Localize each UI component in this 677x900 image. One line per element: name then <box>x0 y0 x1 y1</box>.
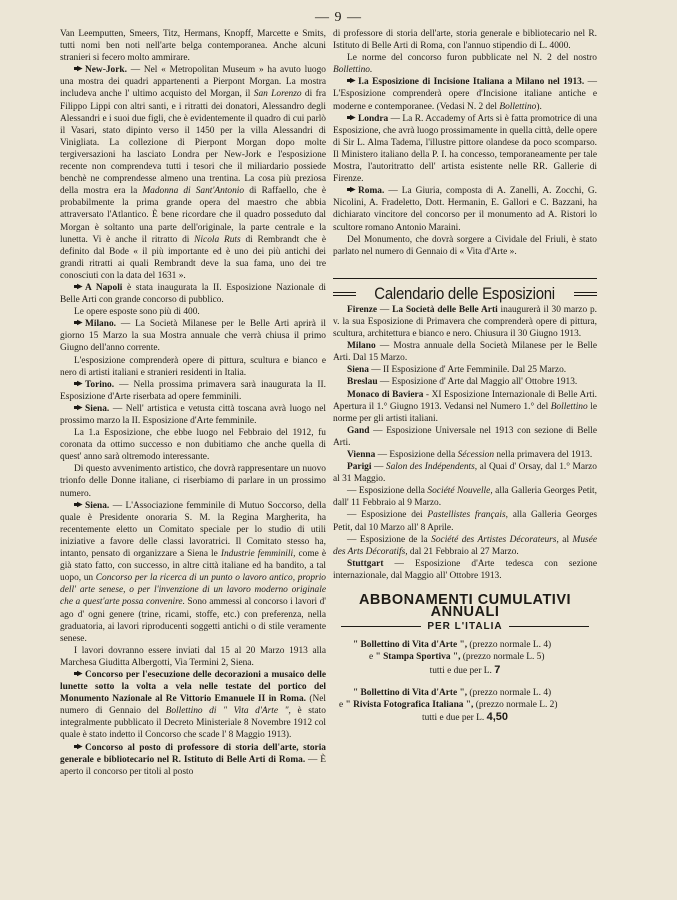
calendar-text: al Quai d' Orsay, dal 1.° Marzo al 31 Maggio. <box>333 462 597 485</box>
paragraph-text: di Raffaello, che è probabilmente la prima grande opera del maestro che abbia attraversato l'Atlantico. È bene ricordare che il quadro posseduto dal Morgan è soltanto una parte dell'originale, la parte centrale e la lunetta. Vi è anche il ritratto di <box>60 186 326 245</box>
calendar-text: dal 21 Febbraio al 27 Marzo. <box>407 546 519 557</box>
paragraph <box>60 645 326 669</box>
calendar-italic: Sécession <box>457 450 495 460</box>
paragraph <box>60 669 326 742</box>
offer1-total: 7 <box>494 663 501 676</box>
calendar-text: — Esposizione della <box>347 486 428 497</box>
subscriptions-title: ABBONAMENTI CUMULATIVI ANNUALI <box>358 592 572 621</box>
italic-text: Madonna di Sant'Antonio <box>142 186 245 197</box>
calendar-entry <box>333 449 597 461</box>
paragraph-text: Van Leemputten, Smeers, Titz, Hermans, Knopff, Marcette e Smits, tutti nomi ben noti nell'arte belga contemporanea. Anche alcuni stranieri si fecero molto ammirare. <box>60 29 326 64</box>
hand-pointing-icon <box>74 65 83 72</box>
calendar-italic: Bollettino <box>550 401 588 412</box>
paragraph-text: ). <box>536 101 542 112</box>
section-heading: Concorso al posto di professore di storia dell'arte, storia generale e bibliotecario nel R. Istituto di Belle Arti di Roma. <box>60 742 326 765</box>
calendar-text: — Esposizione de la <box>347 534 432 545</box>
offer1-and: e <box>369 652 374 663</box>
offer2-item2: " Rivista Fotografica Italiana ", <box>345 699 474 710</box>
paragraph-text: — Nella prossima primavera sarà inaugurata la II. Esposizione d'Arte riserbata ad opere femminili. <box>60 379 326 402</box>
paragraph-text: — La Giuria, composta di A. Zanelli, A. Zocchi, G. Nicolini, A. Fradeletto, Dott. Hermanin, E. Gallori e C. Bazzani, ha dichiarato vincitore del concorso per il monumento ad A. Ristori lo scultore romano Antonio Maraini. <box>333 186 597 233</box>
subscription-offer-2 <box>333 687 597 724</box>
paragraph-text: — La R. Accademy of Arts si è fatta promotrice di una Esposizione, che avrà luogo prossimamente in quella città, delle opere di Sir L. Alma Tadema, l'illustre pittore olandese da poco scomparso. Il Ministero italiano della P. I. ha concesso, temporaneamente per tale Mostra, l'autoritratto dell' artista esistente nelle RR. Gallerie di Firenze. <box>333 113 597 185</box>
calendar-city: Monaco di Baviera <box>347 389 424 400</box>
paragraph <box>333 52 597 76</box>
offer1-item2: " Stampa Sportiva ", <box>375 652 461 663</box>
paragraph <box>60 355 326 379</box>
paragraph-text: Del Monumento, che dovrà sorgere a Cividale del Friuli, è stato parlato nel numero di Gennaio di « Vita d'Arte ». <box>333 234 597 257</box>
calendar-entry <box>333 558 597 582</box>
calendar-city: Parigi <box>347 462 372 473</box>
page-number: — 9 — <box>315 10 362 25</box>
paragraph <box>333 113 597 186</box>
calendar-text: — <box>377 304 393 315</box>
calendar-entry <box>333 364 597 376</box>
section-heading: Siena. <box>85 500 110 511</box>
italic-text: Nicola Ruts <box>194 234 241 245</box>
paragraph <box>60 379 326 403</box>
paragraph-text: (Nel numero di Gennaio del <box>60 694 326 717</box>
hand-pointing-icon <box>74 743 83 750</box>
section-heading: Milano. <box>85 319 116 330</box>
offer1-price2: (prezzo normale L. 5) <box>462 652 545 663</box>
calendar-italic: Salon des Indépendents, <box>385 462 478 473</box>
paragraph-text: La 1.a Esposizione, che ebbe luogo nel Febbraio del 1912, fu coronata da ottimo successo e non dubitiamo che anche quella di quest' anno sarà oltremodo interessante. <box>60 428 326 463</box>
hand-pointing-icon <box>74 283 83 290</box>
calendar-city: Siena <box>347 365 369 376</box>
calendar-list <box>333 304 597 582</box>
paragraph-text: — L'Associazione femminile di Mutuo Soccorso, della quale è Presidente onoraria S. M. la Regina Margherita, ha recentemente eletto un Comitato speciale per lo studio di utili iniziative a favore delle classi lavoratrici. Il Comitato stesso ha, intanto, pensato di organizzare a Siena le <box>60 500 326 560</box>
calendar-text: — II Esposizione d' Arte Femminile. Dal 25 Marzo. <box>368 365 567 376</box>
paragraph <box>333 234 597 258</box>
hand-pointing-icon <box>347 114 356 121</box>
paragraph-text: di fra Filippo Lippi con altri santi, e i ritratti dei donatori, Alessandro degli Alessandri e i suoi due figli, che è evidentemente il quadro di cui parlò il Vasari, stato dipinto verso il 1450 per la villa Alessandri di Vinigliata. La collezione di Pierpont Morgan dopo molte tergiversazioni ha lasciato Londra per New-Jork e l'esposizione recente non comprendeva tutti i tesori che il miliardario possiede benchè ne comprendesse almeno una trentina. La cosa più preziosa della mostra era la <box>60 89 326 197</box>
calendar-text: — Esposizione d' Arte dal Maggio all' Ottobre 1913. <box>377 377 578 388</box>
calendar-text: — Esposizione della <box>375 450 458 460</box>
calendar-text: al <box>558 534 573 545</box>
paragraph-text: Le opere esposte sono più di 400. <box>74 307 200 318</box>
offer1-item1: " Bollettino di Vita d'Arte ", <box>353 640 468 651</box>
paragraph-text: — La Società Milanese per le Belle Arti aprirà il giorno 15 Marzo la sua Mostra annuale che verrà chiusa il primo Giugno dell'anno corrente. <box>60 319 326 354</box>
calendar-entry <box>333 389 597 425</box>
calendar-text: — Esposizione d'Arte tedesca con sezione internazionale, dal Maggio all' Ottobre 1913. <box>333 558 597 581</box>
calendar-text: inaugurerà il 30 marzo p. v. la sua Esposizione di Primavera che comprenderà opere di pittura, scultura, architettura e bianco e nero. Chiusura il 30 Giugno 1913. <box>333 304 598 340</box>
paragraph <box>60 427 326 463</box>
italic-text: Industrie femminili, <box>220 549 296 560</box>
heading-dash-left <box>333 292 356 296</box>
calendar-entry <box>333 340 597 364</box>
news-continued <box>333 28 597 258</box>
calendar-city: Breslau <box>347 377 378 388</box>
paragraph-text: come è già stato fatto, con successo, in altre città italiane ed ha bandito, a tal uopo, un <box>60 549 326 584</box>
calendar-city: Stuttgart <box>347 558 384 569</box>
offer2-item1: " Bollettino di Vita d'Arte ", <box>353 687 468 698</box>
section-heading: Roma. <box>358 186 385 197</box>
calendar-italic: Société Nouvelle, <box>427 486 493 497</box>
offer2-total: 4,50 <box>486 710 508 723</box>
calendar-entry <box>333 304 597 340</box>
section-heading: I.a Esposizione di Incisione Italiana a Milano nel 1913. <box>358 77 585 88</box>
left-column <box>60 28 326 778</box>
calendar-entry <box>333 425 597 449</box>
offer2-total-label: tutti e due per L. <box>422 712 485 723</box>
subscriptions-subtitle <box>333 621 597 633</box>
italic-text: Bollettino di " Vita d'Arte ", <box>165 706 291 717</box>
paragraph-text: Sono ammessi al concorso i lavori d' ago d' ogni genere (trine, ricami, stoffe, etc.) con preferenza, nella graduatoria, ai lavori riproducenti soggetti antichi o di stile veramente senese. <box>60 597 326 644</box>
paragraph-text: è stato integralmente pubblicato il Decreto Ministeriale 8 Novembre 1912 col quale è stato indetto il Concorso che scade l' 8 Maggio 1913). <box>60 706 326 741</box>
hand-pointing-icon <box>74 404 83 411</box>
paragraph <box>60 64 326 282</box>
section-heading: Concorso per l'esecuzione delle decorazioni a musaico delle lunette sotto la volta a vela nelle testate del portico del Monumento Nazionale al Re Vittorio Emanuele II in Roma. <box>60 669 326 705</box>
paragraph-text: di Rembrandt che è definito dal Bode « il più importante ed è uno dei più antichi dei grandi ritratti ai quali Rembrandt deve la sua fama, uno dei tre conosciuti con la data del 1631 ». <box>60 234 326 281</box>
calendar-text: — <box>371 462 386 473</box>
calendar-entry <box>333 376 597 388</box>
paragraph <box>60 28 326 64</box>
paragraph-text: I lavori dovranno essere inviati dal 15 al 20 Marzo 1913 alla Marchesa Giuditta Albergotti, Via Termini 2, Siena. <box>60 645 326 668</box>
offer2-price2: (prezzo normale L. 2) <box>475 699 558 710</box>
calendar-italic: Musée des Arts Décoratifs, <box>333 534 597 557</box>
paragraph-text: — È aperto il concorso per titoli al posto <box>60 754 326 777</box>
paragraph <box>60 282 326 306</box>
calendar-text: nella primavera del 1913. <box>494 450 593 460</box>
offer2-and: e <box>339 699 344 710</box>
calendar-text: - XI Esposizione Internazionale di Belle Arti. Apertura il 1.° Giugno 1913. Vedansi nel Numero 1.° del <box>333 389 598 412</box>
paragraph <box>333 28 597 52</box>
calendar-city: Firenze <box>347 304 378 315</box>
calendar-text: alla Galleria Georges Petit, dall' 11 Febbraio al 9 Marzo. <box>333 486 598 509</box>
calendar-text: le norme per gli artisti italiani. <box>333 401 597 424</box>
italic-text: Bollettino <box>499 101 537 112</box>
paragraph-text: — Nel « Metropolitan Museum » ha avuto luogo una mostra dei quadri appartenenti a Pierpont Morgan. La mostra includeva anche l' ultimo acquisto del Morgan, il <box>60 65 326 100</box>
hand-pointing-icon <box>347 186 356 193</box>
hand-pointing-icon <box>74 670 83 677</box>
section-heading: Torino. <box>85 379 115 390</box>
calendar-entry <box>333 509 597 533</box>
paragraph <box>333 76 597 112</box>
calendar-city: Gand <box>347 425 370 436</box>
calendar-text: — Esposizione Universale nel 1913 con sezione di Belle Arti. <box>333 425 597 448</box>
hand-pointing-icon <box>347 77 356 84</box>
section-heading: New-Jork. <box>85 65 127 76</box>
section-heading: Londra <box>358 113 389 124</box>
section-heading: Siena. <box>85 403 110 414</box>
calendar-entry <box>333 485 597 509</box>
italic-text: Concorso per la ricerca di un punto o lavoro antico, proprio dell' arte senese, o per l'invenzione di un lavoro moderno originale che a quest'arte possa convenire. <box>60 573 326 608</box>
paragraph <box>60 318 326 354</box>
italic-text: San Lorenzo <box>253 89 302 100</box>
paragraph <box>333 185 597 233</box>
hand-pointing-icon <box>74 380 83 387</box>
section-heading: A Napoli <box>85 282 123 293</box>
offer1-price1: (prezzo normale L. 4) <box>469 640 552 651</box>
subscription-offer-1 <box>333 639 597 676</box>
paragraph <box>60 306 326 318</box>
calendar-city: Milano <box>347 341 376 352</box>
paragraph <box>60 742 326 778</box>
heading-rule <box>333 278 597 279</box>
paragraph-text: Le norme del concorso furon pubblicate nel N. 2 del nostro <box>347 53 597 64</box>
paragraph <box>60 500 326 645</box>
offer2-price1: (prezzo normale L. 4) <box>469 687 552 698</box>
italic-text: Bollettino. <box>333 65 373 76</box>
calendar-entry <box>333 461 597 485</box>
subtitle-text: PER L'ITALIA <box>427 621 503 633</box>
paragraph-text: — Nell' artistica e vetusta città toscana avrà luogo nel prossimo marzo la II. Esposizione d'Arte femminile. <box>60 403 326 426</box>
heading-dash-right <box>574 292 597 296</box>
paragraph <box>60 403 326 427</box>
calendar-text: alla Galleria Georges Petit, dal 10 Marzo all' 8 Aprile. <box>333 510 598 533</box>
calendar-italic: Pastellistes français, <box>427 510 508 521</box>
calendar-city: Vienna <box>347 450 376 460</box>
right-column <box>333 28 597 724</box>
hand-pointing-icon <box>74 319 83 326</box>
paragraph-text: di professore di storia dell'arte, storia generale e bibliotecario nel R. Istituto di Belle Arti di Roma, con l'annuo stipendio di L. 4000. <box>333 29 597 52</box>
offer1-total-label: tutti e due per L. <box>429 665 492 676</box>
paragraph-text: è stata inaugurata la II. Esposizione Nazionale di Belle Arti con grande concorso di pubblico. <box>60 282 326 306</box>
calendar-text: — Mostra annuale della Società Milanese per le Belle Arti. Dal 15 Marzo. <box>333 341 597 364</box>
calendar-italic: Société des Artistes Décorateurs, <box>431 534 559 545</box>
calendar-text: — Esposizione dei <box>347 510 428 521</box>
paragraph-text: L'esposizione comprenderà opere di pittura, scultura e bianco e nero di artisti italiani e stranieri residenti in Italia. <box>60 355 326 378</box>
calendar-title: Calendario delle Esposizioni <box>374 283 556 303</box>
hand-pointing-icon <box>74 501 83 508</box>
paragraph-text: Di questo avvenimento artistico, che dovrà rappresentare un nuovo trionfo delle Donne italiane, ci riserbiamo di parlare in un prossimo numero. <box>60 464 326 499</box>
calendar-org: La Società delle Belle Arti <box>392 304 498 315</box>
calendar-heading <box>333 278 597 303</box>
paragraph <box>60 463 326 499</box>
calendar-entry <box>333 534 597 558</box>
paragraph-text: — L'Esposizione comprenderà opere d'Incisione italiane antiche e moderne e contemporanee. (Vedasi N. 2 del <box>333 77 597 112</box>
